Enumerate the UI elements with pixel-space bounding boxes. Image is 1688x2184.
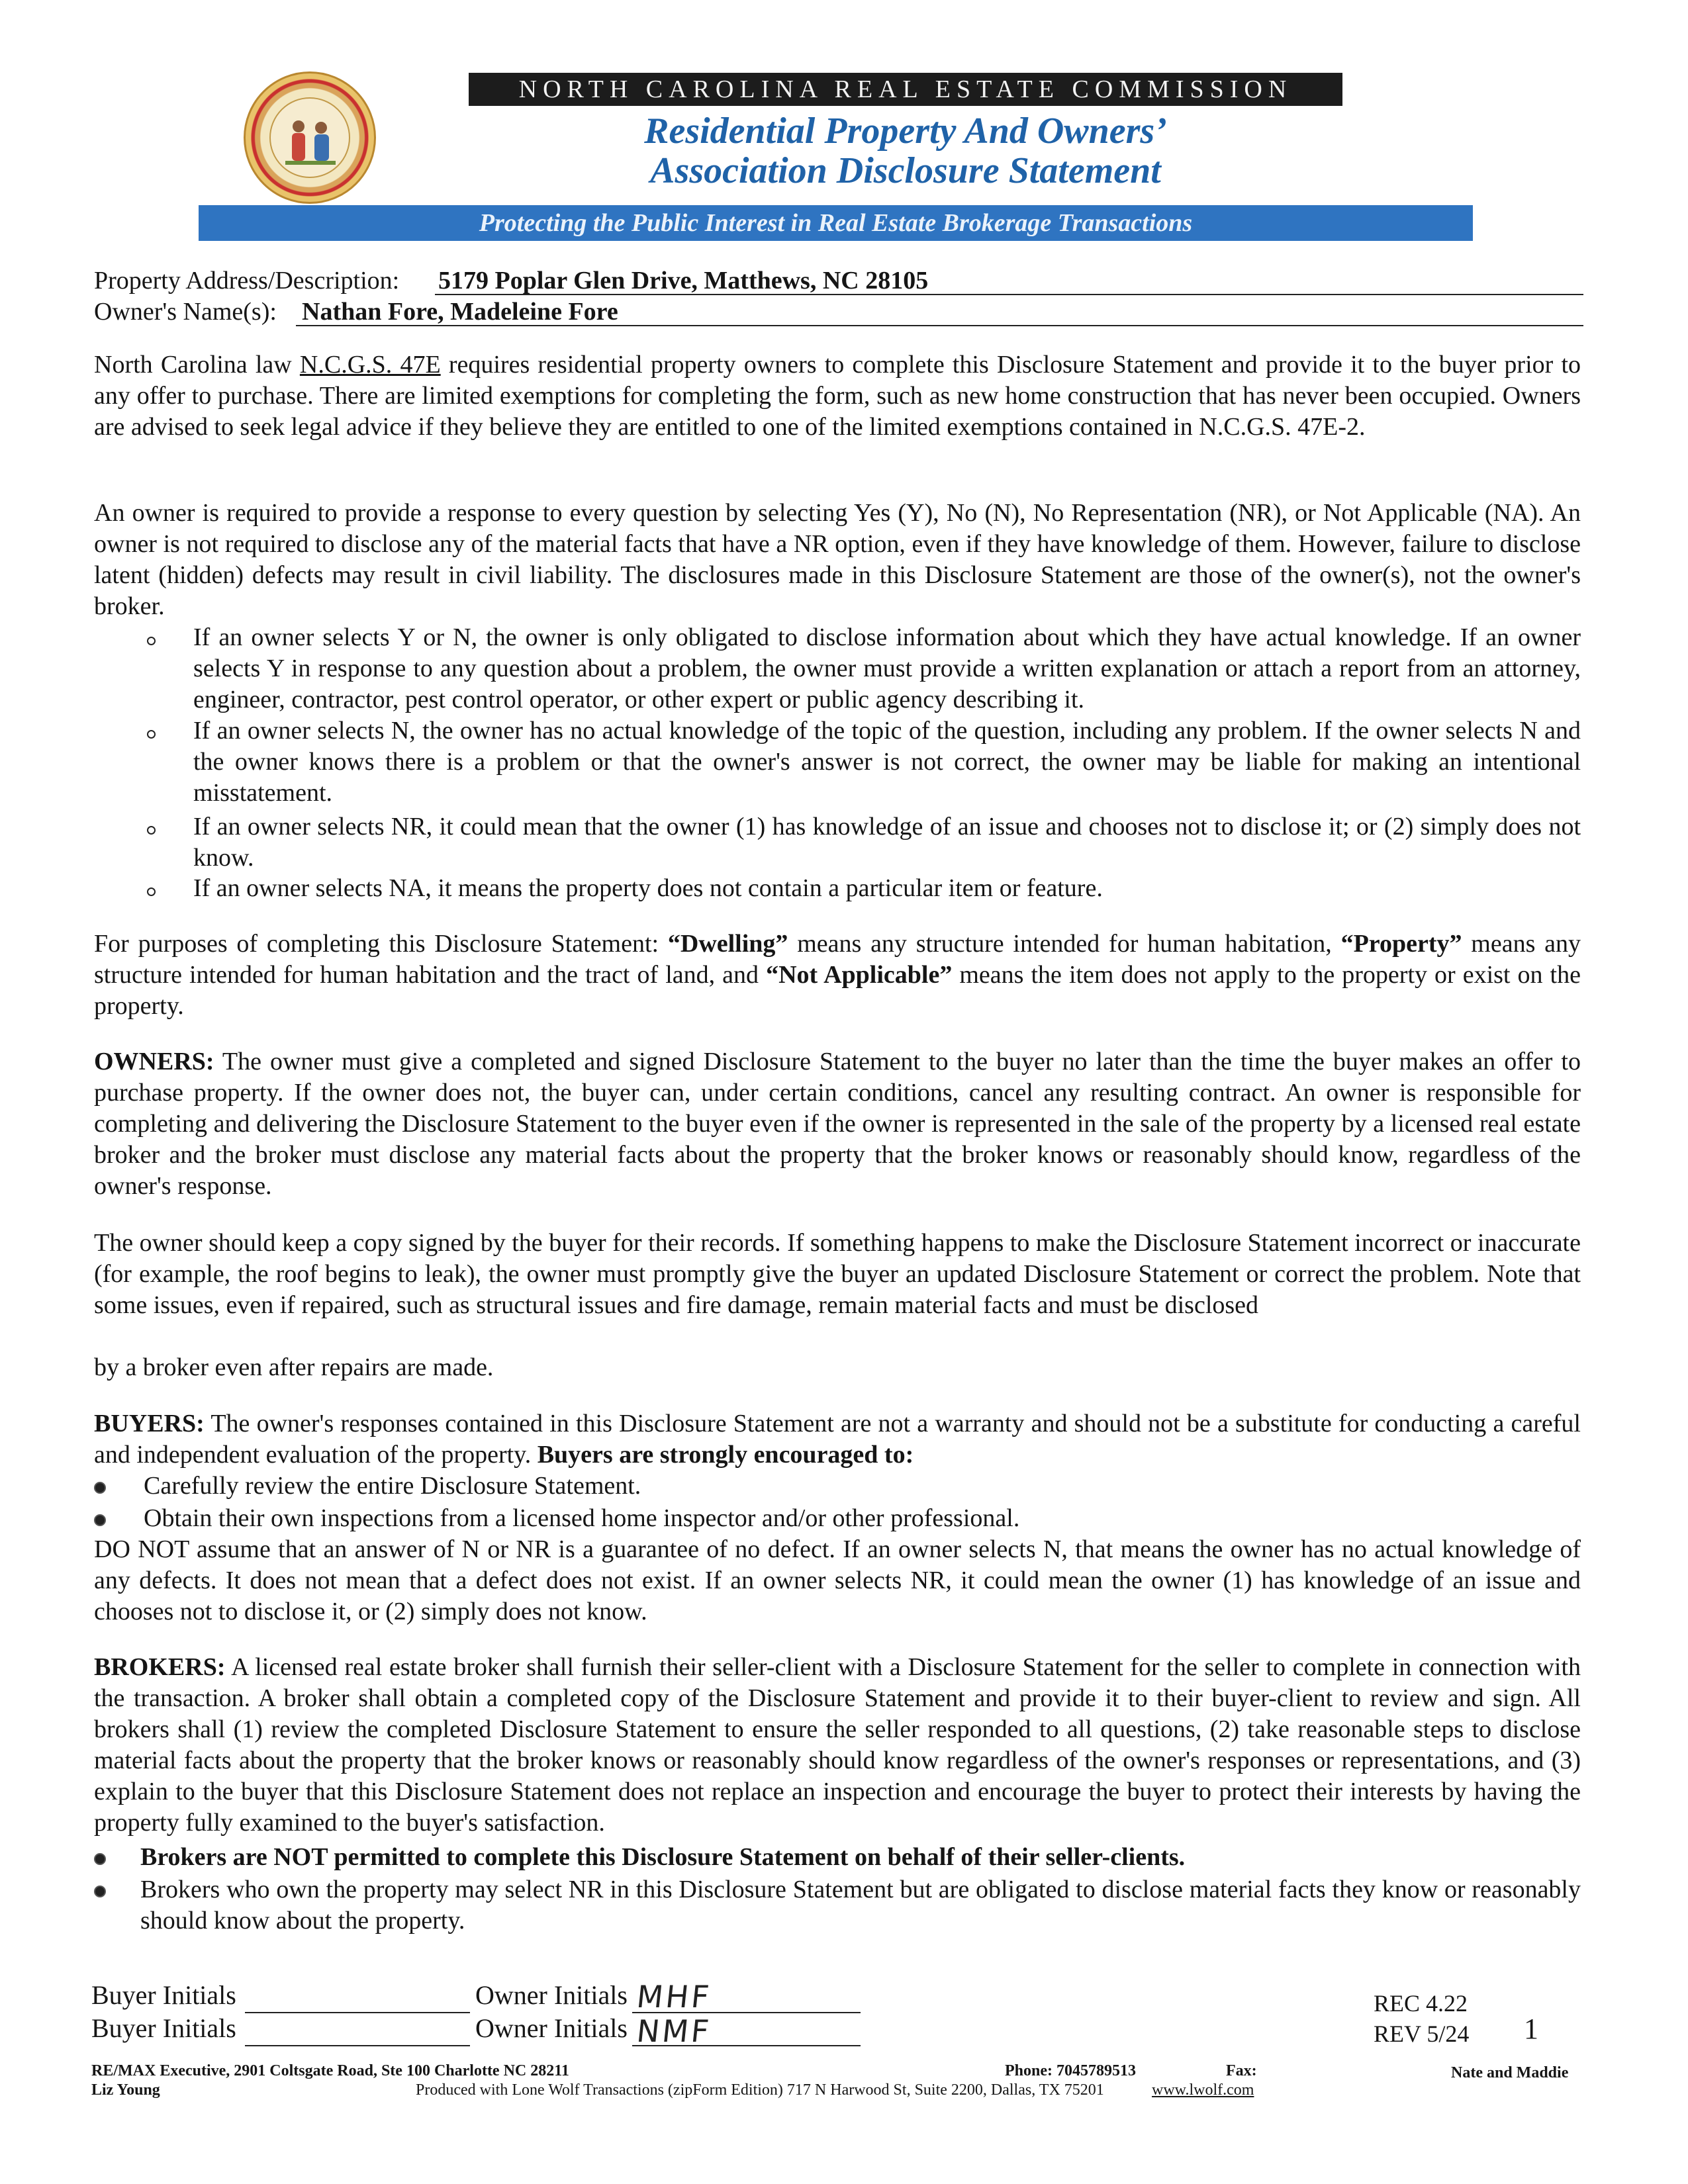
broker-phone: Phone: 7045789513 [1005,2062,1136,2079]
intro-text-end: requires residential property owners to complete this Disclosure Statement and provide it to the buyer prior to any offer to purchase. There are limited exemptions for completing the form, such as new home construction that has never been occupied. Owners are advised to seek legal advice if they believe they are entitled to one of the limited exemptions contained in N.C.G.S. 47E-2. [94,351,1581,441]
definitions-text: means any structure intended for human habitation, [788,930,1341,958]
term-not-applicable: “Not Applicable” [766,961,953,989]
lwolf-link[interactable]: www.lwolf.com [1152,2081,1254,2099]
bullet-text: Obtain their own inspections from a licensed home inspector and/or other professional. [144,1504,1020,1532]
bullet-icon [94,1503,106,1534]
buyer-initials-label: Buyer Initials [91,1980,236,2010]
brokers-paragraph [94,1652,1581,1839]
owners-text: The owner must give a completed and signed Disclosure Statement to the buyer no later than the time the buyer makes an offer to purchase property. If the owner does not, the buyer can, under certain conditions, cancel any resulting contract. An owner is responsible for completing and delivering the Disclosure Statement to the buyer even if the owner is represented in the sale of the property by a licensed real estate broker and the broker must disclose any material facts about the property that the broker knows or reasonably should know, regardless of the owner's response. [94,1048,1581,1200]
intro-paragraph [94,349,1581,443]
property-address-value[interactable]: 5179 Poplar Glen Drive, Matthews, NC 28105 [438,267,929,295]
definitions-text: For purposes of completing this Disclosure Statement: [94,930,668,958]
tagline-banner: Protecting the Public Interest in Real Estate Brokerage Transactions [199,205,1473,241]
property-address-label: Property Address/Description: [94,267,400,295]
broker-company: RE/MAX Executive, 2901 Coltsgate Road, Ste 100 Charlotte NC 28211 [91,2062,569,2079]
definitions-paragraph [94,929,1581,1022]
intro-text-start: North Carolina law [94,351,300,379]
owners-copy-text: The owner should keep a copy signed by the buyer for their records. If something happens to make the Disclosure Statement incorrect or inaccurate (for example, the roof begins to leak), the owner must promptly give the buyer an updated Disclosure Statement or correct the problem. Note that some issues, even if repaired, such as structural issues and fire damage, remain material facts and must be disclosed [94,1229,1581,1319]
definitions-text: means any structure intended for human habitation and the tract of land, and [94,930,1581,989]
buyer-initials-field[interactable] [245,2017,470,2046]
bullet-icon [94,1471,106,1502]
buyer-initials-field[interactable] [245,1984,470,2013]
owners-paragraph [94,1046,1581,1202]
buyers-warning-paragraph: DO NOT assume that an answer of N or NR is a guarantee of no defect. If an owner selects N, that means the owner has no actual knowledge of any defects. It does not mean that a defect does not exist. If an owner selects NR, it could mean the owner (1) has knowledge of an issue and chooses not to disclose it, or (2) simply does not know. [94,1535,1581,1625]
owner-initials-signature: MHF [635,1979,714,2015]
response-paragraph: An owner is required to provide a response to every question by selecting Yes (Y), No (N), No Representation (NR), or Not Applicable (NA). An owner is not required to disclose any of the material facts that have a NR option, even if they have knowledge of them. However, failure to disclose latent (hidden) defects may result in civil liability. The disclosures made in this Disclosure Statement are those of the owner(s), not the owner's broker. [94,499,1581,620]
property-address-row [94,265,1583,296]
page-number: 1 [1524,2013,1538,2045]
owners-heading: OWNERS: [94,1048,214,1075]
bullet-text: Carefully review the entire Disclosure Statement. [144,1472,641,1500]
buyers-text: The owner's responses contained in this Disclosure Statement are not a warranty and should not be a substitute for conducting a careful and independent evaluation of the property. [94,1410,1581,1469]
commission-banner: NORTH CAROLINA REAL ESTATE COMMISSION [469,73,1342,106]
term-property: “Property” [1340,930,1462,958]
owner-initials-signature: NMF [635,2013,714,2049]
bullet-icon [147,873,156,904]
term-dwelling: “Dwelling” [667,930,788,958]
bullet-icon [147,622,156,653]
owners-name-row [94,296,1583,328]
buyers-paragraph [94,1408,1581,1471]
revision-code: REV 5/24 [1374,2021,1470,2047]
brokers-heading: BROKERS: [94,1653,226,1681]
form-title-line-2: Association Disclosure Statement [650,150,1161,191]
bullet-text: If an owner selects NR, it could mean that the owner (1) has knowledge of an issue and chooses not to disclose it; or (2) simply does not know. [193,813,1581,872]
buyers-heading: BUYERS: [94,1410,205,1437]
definitions-text: means the item does not apply to the property or exist on the property. [94,961,1581,1020]
owners-copy-paragraph [94,1228,1581,1321]
bullet-text: Brokers who own the property may select NR in this Disclosure Statement but are obligated to disclose material facts they know or reasonably should know about the property. [140,1876,1581,1934]
buyer-initials-label: Buyer Initials [91,2013,236,2043]
bullet-text: Brokers are NOT permitted to complete this Disclosure Statement on behalf of their seller-clients. [140,1843,1186,1871]
form-title [469,111,1342,191]
agent-name: Liz Young [91,2081,160,2099]
bullet-icon [147,811,156,842]
statute-link[interactable]: N.C.G.S. 47E [299,351,441,379]
file-name: Nate and Maddie [1451,2064,1569,2081]
bullet-text: If an owner selects N, the owner has no actual knowledge of the topic of the question, including any problem. If the owner selects N and the owner knows there is a problem or that the owner's answer is not correct, the owner may be liable for making an intentional misstatement. [193,717,1581,807]
owner-initials-label: Owner Initials [475,1980,628,2010]
form-code: REC 4.22 [1374,1990,1468,2017]
owners-name-label: Owner's Name(s): [94,298,277,326]
owners-name-value[interactable]: Nathan Fore, Madeleine Fore [302,298,618,326]
form-title-line-1: Residential Property And Owners’ [644,111,1167,152]
nc-seal-icon [244,71,376,204]
bullet-text: If an owner selects NA, it means the property does not contain a particular item or feature. [193,874,1103,902]
bullet-icon [94,1842,106,1873]
bullet-icon [94,1874,106,1905]
produced-with: Produced with Lone Wolf Transactions (zipForm Edition) 717 N Harwood St, Suite 2200, Dallas, TX 75201 [416,2081,1104,2099]
bullet-text: If an owner selects Y or N, the owner is only obligated to disclose information about which they have actual knowledge. If an owner selects Y in response to any question about a problem, the owner must provide a written explanation or attach a report from an attorney, engineer, contractor, pest control operator, or other expert or public agency describing it. [193,623,1581,713]
bullet-icon [147,715,156,747]
owners-copy-paragraph-end: by a broker even after repairs are made. [94,1353,494,1381]
buyers-strong-text: Buyers are strongly encouraged to: [537,1441,914,1469]
brokers-text: A licensed real estate broker shall furnish their seller-client with a Disclosure Statement for the seller to complete in connection with the transaction. A broker shall obtain a completed copy of the Disclosure Statement and provide it to their buyer-client to review and sign. All brokers shall (1) review the completed Disclosure Statement to ensure the seller responded to all questions, (2) take reasonable steps to disclose material facts about the property that the broker knows or reasonably should know regardless of the owner's responses or representations, and (3) explain to the buyer that this Disclosure Statement does not replace an inspection and encourage the buyer to protect their interests by having the property fully examined to the buyer's satisfaction. [94,1653,1581,1837]
owner-initials-label: Owner Initials [475,2013,628,2043]
broker-fax: Fax: [1226,2062,1257,2079]
